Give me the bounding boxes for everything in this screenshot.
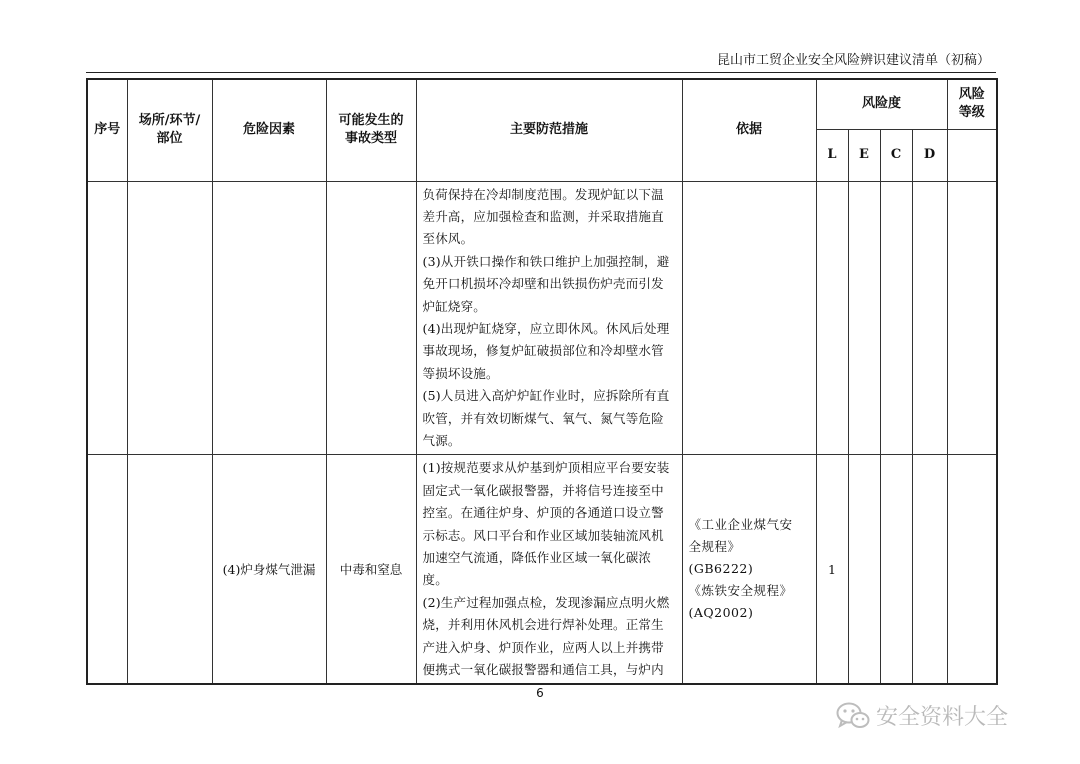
header-risk-level: 风险等级 — [947, 79, 997, 129]
cell-accident-type — [326, 181, 416, 455]
risk-identification-table — [86, 78, 998, 685]
cell-measures — [416, 455, 682, 685]
cell-location — [127, 181, 212, 455]
cell-hazard: (4)炉身煤气泄漏 — [212, 455, 326, 685]
cell-L: 1 — [816, 455, 848, 685]
header-accident-type: 可能发生的事故类型 — [326, 79, 416, 181]
header-C: C — [880, 129, 912, 181]
table-header-row — [87, 79, 997, 129]
cell-seq — [87, 455, 127, 685]
measure-paragraph: (4)出现炉缸烧穿，应立即休风。休风后处理事故现场，修复炉缸破损部位和冷却壁水管等损坏设施。 — [422, 320, 670, 381]
header-hazard: 危险因素 — [212, 79, 326, 181]
header-D: D — [912, 129, 947, 181]
basis-line: (GB6222) — [688, 561, 754, 577]
wechat-logo-icon — [836, 701, 870, 731]
cell-L — [816, 181, 848, 455]
header-E: E — [848, 129, 880, 181]
cell-E — [848, 455, 880, 685]
header-L: L — [816, 129, 848, 181]
measure-paragraph: (3)从开铁口操作和铁口维护上加强控制，避免开口机损坏冷却壁和出铁损伤炉壳而引发炉缸烧穿。 — [422, 253, 670, 314]
table-row — [87, 455, 997, 685]
cell-basis — [682, 181, 816, 455]
page-header-title: 昆山市工贸企业安全风险辨识建议清单（初稿） — [716, 53, 990, 68]
basis-line: 全规程》 — [688, 539, 741, 555]
cell-level — [947, 181, 997, 455]
cell-C — [880, 181, 912, 455]
cell-accident-type: 中毒和窒息 — [326, 455, 416, 685]
header-location: 场所/环节/部位 — [127, 79, 212, 181]
cell-C — [880, 455, 912, 685]
measure-paragraph: (1)按规范要求从炉基到炉顶相应平台要安装固定式一氧化碳报警器，并将信号连接至中控室。在通往炉身、炉顶的各通道口设立警示标志。风口平台和作业区域加装轴流风机加速空气流通，降低作业区域一氧化碳浓度。 — [422, 460, 670, 588]
header-level-blank — [947, 129, 997, 181]
header-basis: 依据 — [682, 79, 816, 181]
measure-paragraph: (2)生产过程加强点检，发现渗漏应点明火燃烧，并利用休风机会进行焊补处理。正常生产进入炉身、炉顶作业，应两人以上并携带便携式一氧化碳报警器和通信工具，与炉内 — [422, 594, 670, 678]
cell-level — [947, 455, 997, 685]
cell-hazard — [212, 181, 326, 455]
header-risk-degree: 风险度 — [816, 79, 947, 129]
basis-line: 《炼铁安全规程》 — [688, 583, 793, 599]
header-rule — [86, 72, 996, 73]
measure-paragraph: (5)人员进入高炉炉缸作业时，应拆除所有直吹管，并有效切断煤气、氧气、氮气等危险气源。 — [422, 388, 670, 448]
watermark-text: 安全资料大全 — [876, 705, 1009, 730]
cell-measures — [416, 181, 682, 455]
page-number: 6 — [536, 686, 544, 700]
measure-paragraph: 负荷保持在冷却制度范围。发现炉缸以下温差升高，应加强检查和监测，并采取措施直至休风。 — [422, 186, 664, 247]
cell-seq — [87, 181, 127, 455]
cell-D — [912, 181, 947, 455]
basis-line: (AQ2002) — [688, 605, 754, 621]
watermark — [836, 700, 1008, 731]
header-measures: 主要防范措施 — [416, 79, 682, 181]
header-seq: 序号 — [87, 79, 127, 181]
cell-D — [912, 455, 947, 685]
basis-line: 《工业企业煤气安 — [688, 517, 793, 533]
cell-E — [848, 181, 880, 455]
table-row — [87, 181, 997, 455]
cell-basis — [682, 455, 816, 685]
cell-location — [127, 455, 212, 685]
